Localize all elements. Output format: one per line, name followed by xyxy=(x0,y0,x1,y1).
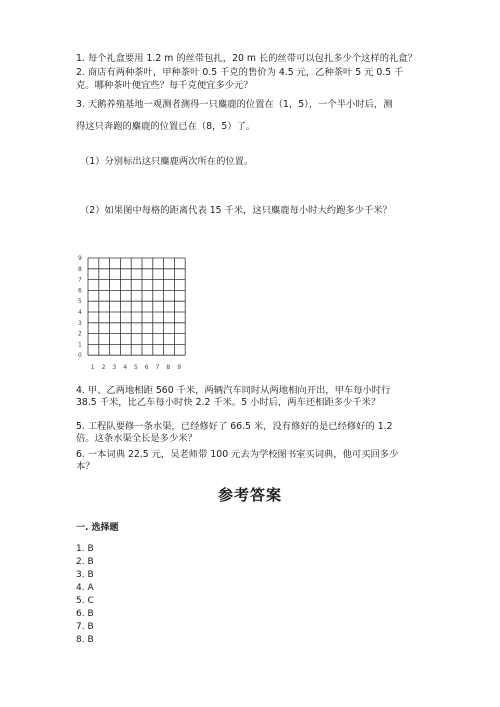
answer-2: 2. B xyxy=(76,557,94,567)
x-tick-label: 2 xyxy=(101,364,106,372)
answer-8: 8. B xyxy=(76,635,94,645)
question-line-2: 2. 商店有两种茶叶，甲种茶叶 0.5 千克的售价为 4.5 元，乙种茶叶 5 元 0.5 千 xyxy=(76,67,404,78)
question-line-6: 4. 甲、乙两地相距 560 千米，两辆汽车同时从两地相向开出，甲车每小时行 xyxy=(76,385,391,396)
question-line-4: 3. 天鹅养殖基地一观测者测得一只麋鹿的位置在（1，5），一个半小时后，测 xyxy=(76,99,393,110)
answer-title: 参考答案 xyxy=(217,486,282,504)
x-tick-label: 4 xyxy=(123,364,128,372)
question-line-10: 6. 一本词典 22.5 元，吴老师带 100 元去为学校图书室买词典，他可买回多少 xyxy=(76,449,399,460)
y-tick-label: 0 xyxy=(78,352,82,360)
y-tick-label: 6 xyxy=(78,287,82,295)
question-line-7: 38.5 千米，比乙车每小时快 2.2 千米。5 小时后，两车还相距多少千米？ xyxy=(76,397,381,408)
x-tick-label: 7 xyxy=(155,364,160,372)
question-line-1: 1. 每个礼盒要用 1.2 m 的丝带包扎，20 m 长的丝带可以包扎多少个这样的礼盒？ xyxy=(76,53,417,64)
question-line-9: 倍。这条水渠全长是多少米？ xyxy=(76,433,197,444)
question-line-5: 得这只奔跑的麋鹿的位置已在（8，5）了。 xyxy=(76,121,256,132)
sub-question-2: （2）如果图中每格的距离代表 15 千米，这只麋鹿每小时大约跑多少千米？ xyxy=(80,205,392,216)
x-tick-label: 5 xyxy=(134,364,138,372)
answer-4: 4. A xyxy=(76,583,94,593)
question-line-3: 克。哪种茶叶便宜些？每千克便宜多少元？ xyxy=(76,80,253,91)
sub-question-1: （1）分别标出这只麋鹿两次所在的位置。 xyxy=(80,156,254,167)
question-line-8: 5. 工程队要修一条水渠，已经修好了 66.5 米，没有修好的是已经修好的 1.2 xyxy=(76,421,393,432)
y-tick-label: 1 xyxy=(78,341,82,349)
y-tick-label: 8 xyxy=(78,265,82,273)
y-tick-label: 2 xyxy=(78,330,82,338)
y-tick-label: 3 xyxy=(78,319,82,327)
question-line-11: 本？ xyxy=(76,461,95,472)
x-tick-label: 9 xyxy=(177,364,182,372)
answer-5: 5. C xyxy=(76,596,94,606)
x-tick-label: 6 xyxy=(144,364,149,372)
y-tick-label: 5 xyxy=(78,298,82,306)
y-tick-label: 4 xyxy=(78,309,82,316)
answer-7: 7. B xyxy=(76,622,94,632)
answer-3: 3. B xyxy=(76,570,94,580)
x-tick-label: 8 xyxy=(166,364,171,372)
x-tick-label: 3 xyxy=(112,364,117,372)
section-title: 一. 选择题 xyxy=(76,523,119,533)
answer-6: 6. B xyxy=(76,609,94,619)
y-tick-label: 7 xyxy=(78,276,82,284)
answer-1: 1. B xyxy=(76,544,94,554)
y-tick-label: 9 xyxy=(78,255,82,262)
x-tick-label: 1 xyxy=(90,364,95,372)
